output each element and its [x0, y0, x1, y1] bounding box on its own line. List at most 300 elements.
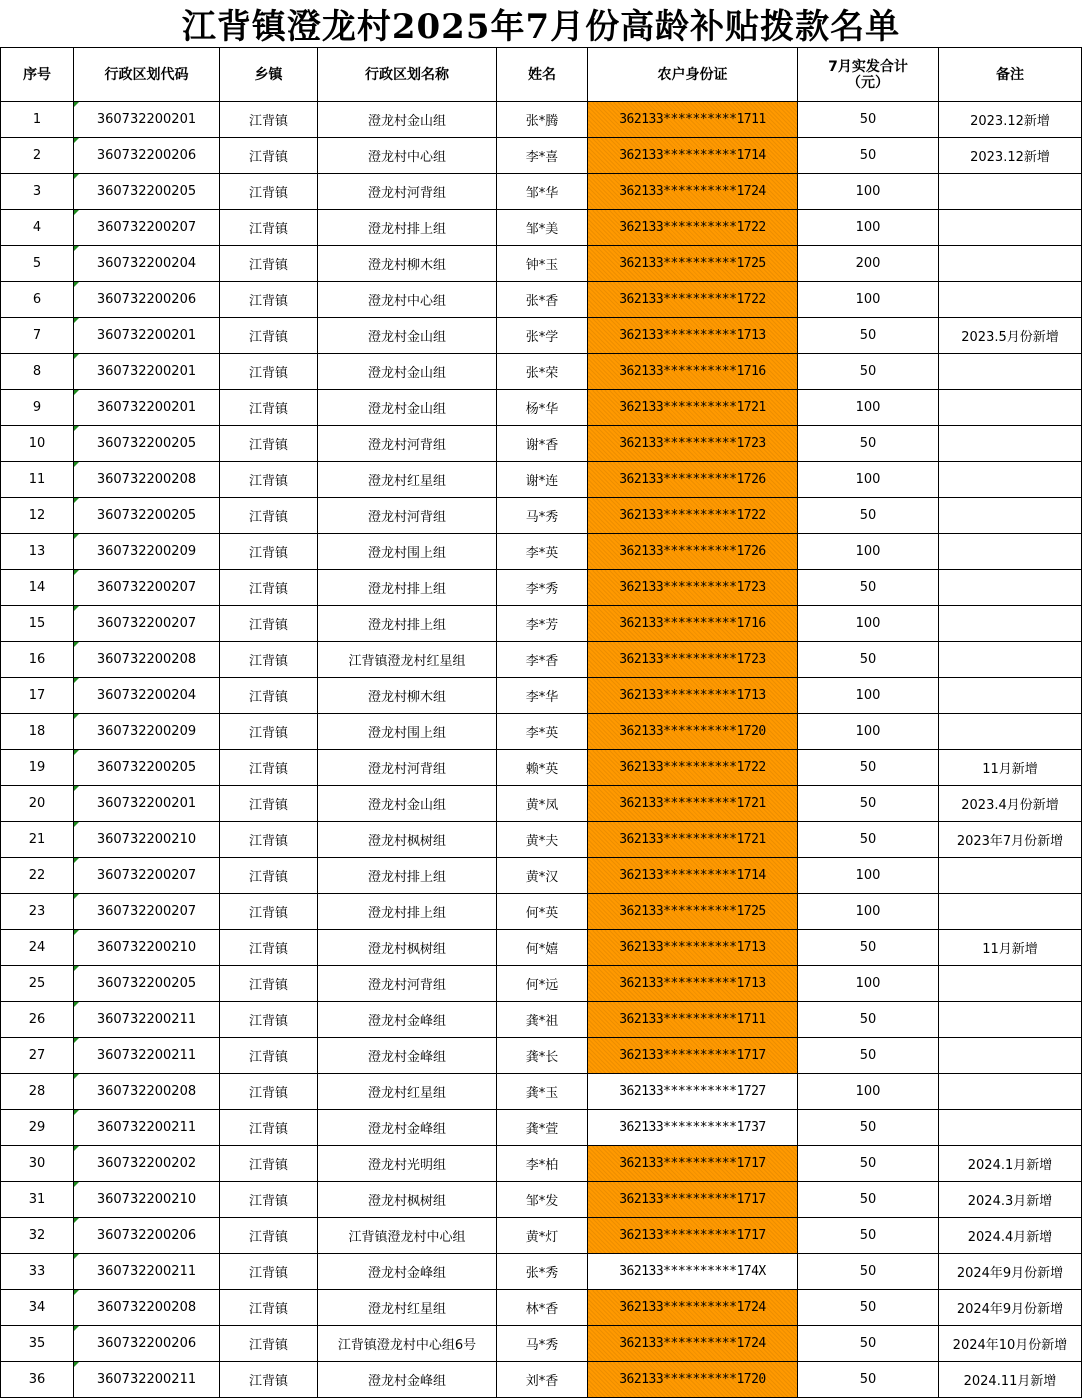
cell-area[interactable]: 澄龙村金山组: [318, 102, 497, 138]
cell-code[interactable]: 360732200207: [74, 858, 220, 894]
cell-town[interactable]: 江背镇: [220, 930, 318, 966]
cell-seq[interactable]: 15: [1, 606, 74, 642]
col-header-amount[interactable]: 7月实发合计 （元）: [798, 48, 939, 102]
cell-id[interactable]: 362133**********1717: [588, 1218, 798, 1254]
cell-seq[interactable]: 30: [1, 1146, 74, 1182]
cell-area[interactable]: 澄龙村红星组: [318, 1074, 497, 1110]
cell-amount[interactable]: 100: [798, 390, 939, 426]
cell-note[interactable]: 11月新增: [939, 750, 1082, 786]
cell-seq[interactable]: 14: [1, 570, 74, 606]
cell-amount[interactable]: 50: [798, 1002, 939, 1038]
cell-town[interactable]: 江背镇: [220, 1218, 318, 1254]
cell-area[interactable]: 澄龙村枫树组: [318, 930, 497, 966]
cell-amount[interactable]: 50: [798, 102, 939, 138]
cell-code[interactable]: 360732200201: [74, 318, 220, 354]
cell-name[interactable]: 何*英: [497, 894, 588, 930]
cell-town[interactable]: 江背镇: [220, 822, 318, 858]
cell-town[interactable]: 江背镇: [220, 354, 318, 390]
cell-area[interactable]: 澄龙村排上组: [318, 606, 497, 642]
cell-amount[interactable]: 50: [798, 1110, 939, 1146]
cell-code[interactable]: 360732200208: [74, 462, 220, 498]
cell-code[interactable]: 360732200205: [74, 174, 220, 210]
cell-code[interactable]: 360732200206: [74, 138, 220, 174]
col-header-note[interactable]: 备注: [939, 48, 1082, 102]
cell-name[interactable]: 钟*玉: [497, 246, 588, 282]
cell-amount[interactable]: 100: [798, 462, 939, 498]
cell-id[interactable]: 362133**********1722: [588, 498, 798, 534]
cell-code[interactable]: 360732200201: [74, 354, 220, 390]
cell-note[interactable]: 2024年9月份新增: [939, 1290, 1082, 1326]
cell-amount[interactable]: 50: [798, 498, 939, 534]
cell-town[interactable]: 江背镇: [220, 786, 318, 822]
cell-note[interactable]: [939, 390, 1082, 426]
cell-code[interactable]: 360732200208: [74, 1074, 220, 1110]
cell-id[interactable]: 362133**********1724: [588, 1290, 798, 1326]
cell-seq[interactable]: 27: [1, 1038, 74, 1074]
cell-id[interactable]: 362133**********1717: [588, 1038, 798, 1074]
cell-code[interactable]: 360732200210: [74, 1182, 220, 1218]
cell-town[interactable]: 江背镇: [220, 894, 318, 930]
cell-amount[interactable]: 100: [798, 1074, 939, 1110]
col-header-name[interactable]: 姓名: [497, 48, 588, 102]
cell-note[interactable]: 2023.4月份新增: [939, 786, 1082, 822]
cell-name[interactable]: 刘*香: [497, 1362, 588, 1398]
cell-town[interactable]: 江背镇: [220, 1326, 318, 1362]
cell-area[interactable]: 澄龙村围上组: [318, 714, 497, 750]
cell-id[interactable]: 362133**********1711: [588, 102, 798, 138]
cell-note[interactable]: [939, 1074, 1082, 1110]
cell-amount[interactable]: 100: [798, 858, 939, 894]
table-row: [1, 822, 1082, 858]
cell-note[interactable]: [939, 210, 1082, 246]
cell-name[interactable]: 张*荣: [497, 354, 588, 390]
cell-code[interactable]: 360732200207: [74, 606, 220, 642]
cell-town[interactable]: 江背镇: [220, 1002, 318, 1038]
cell-id[interactable]: 362133**********1717: [588, 1182, 798, 1218]
cell-town[interactable]: 江背镇: [220, 1182, 318, 1218]
cell-note[interactable]: 2024.4月新增: [939, 1218, 1082, 1254]
cell-town[interactable]: 江背镇: [220, 282, 318, 318]
cell-note[interactable]: [939, 426, 1082, 462]
cell-id[interactable]: 362133**********1723: [588, 570, 798, 606]
cell-note[interactable]: [939, 894, 1082, 930]
cell-id[interactable]: 362133**********1713: [588, 678, 798, 714]
cell-area[interactable]: 澄龙村光明组: [318, 1146, 497, 1182]
cell-amount[interactable]: 50: [798, 1290, 939, 1326]
cell-name[interactable]: 何*远: [497, 966, 588, 1002]
cell-name[interactable]: 谢*香: [497, 426, 588, 462]
cell-code[interactable]: 360732200211: [74, 1038, 220, 1074]
cell-name[interactable]: 赖*英: [497, 750, 588, 786]
cell-amount[interactable]: 50: [798, 1182, 939, 1218]
cell-name[interactable]: 龚*玉: [497, 1074, 588, 1110]
cell-name[interactable]: 黄*灯: [497, 1218, 588, 1254]
cell-code[interactable]: 360732200211: [74, 1110, 220, 1146]
cell-code[interactable]: 360732200208: [74, 1290, 220, 1326]
cell-town[interactable]: 江背镇: [220, 210, 318, 246]
cell-area[interactable]: 澄龙村红星组: [318, 1290, 497, 1326]
cell-amount[interactable]: 50: [798, 930, 939, 966]
cell-seq[interactable]: 8: [1, 354, 74, 390]
cell-note[interactable]: [939, 606, 1082, 642]
cell-town[interactable]: 江背镇: [220, 102, 318, 138]
cell-area[interactable]: 澄龙村金山组: [318, 390, 497, 426]
cell-area[interactable]: 澄龙村枫树组: [318, 1182, 497, 1218]
cell-note[interactable]: [939, 642, 1082, 678]
cell-code[interactable]: 360732200209: [74, 534, 220, 570]
cell-town[interactable]: 江背镇: [220, 606, 318, 642]
col-header-id[interactable]: 农户身份证: [588, 48, 798, 102]
cell-name[interactable]: 邹*发: [497, 1182, 588, 1218]
cell-area[interactable]: 澄龙村河背组: [318, 174, 497, 210]
cell-area[interactable]: 澄龙村河背组: [318, 966, 497, 1002]
cell-id[interactable]: 362133**********1721: [588, 390, 798, 426]
cell-town[interactable]: 江背镇: [220, 534, 318, 570]
cell-amount[interactable]: 100: [798, 534, 939, 570]
cell-town[interactable]: 江背镇: [220, 750, 318, 786]
cell-town[interactable]: 江背镇: [220, 570, 318, 606]
cell-area[interactable]: 澄龙村金峰组: [318, 1038, 497, 1074]
cell-seq[interactable]: 17: [1, 678, 74, 714]
cell-name[interactable]: 马*秀: [497, 498, 588, 534]
cell-note[interactable]: [939, 714, 1082, 750]
cell-name[interactable]: 李*香: [497, 642, 588, 678]
cell-seq[interactable]: 10: [1, 426, 74, 462]
cell-id[interactable]: 362133**********1713: [588, 930, 798, 966]
cell-note[interactable]: [939, 354, 1082, 390]
cell-code[interactable]: 360732200207: [74, 570, 220, 606]
cell-seq[interactable]: 20: [1, 786, 74, 822]
cell-seq[interactable]: 11: [1, 462, 74, 498]
cell-name[interactable]: 张*腾: [497, 102, 588, 138]
cell-name[interactable]: 黄*夫: [497, 822, 588, 858]
cell-amount[interactable]: 50: [798, 822, 939, 858]
cell-id[interactable]: 362133**********174X: [588, 1254, 798, 1290]
cell-note[interactable]: [939, 1038, 1082, 1074]
cell-town[interactable]: 江背镇: [220, 966, 318, 1002]
cell-amount[interactable]: 50: [798, 1038, 939, 1074]
cell-seq[interactable]: 34: [1, 1290, 74, 1326]
cell-note[interactable]: 2024年9月份新增: [939, 1254, 1082, 1290]
cell-id[interactable]: 362133**********1722: [588, 282, 798, 318]
cell-amount[interactable]: 50: [798, 642, 939, 678]
cell-code[interactable]: 360732200211: [74, 1254, 220, 1290]
cell-seq[interactable]: 16: [1, 642, 74, 678]
cell-name[interactable]: 邹*华: [497, 174, 588, 210]
cell-code[interactable]: 360732200201: [74, 102, 220, 138]
cell-area[interactable]: 澄龙村金峰组: [318, 1254, 497, 1290]
cell-amount[interactable]: 50: [798, 426, 939, 462]
cell-amount[interactable]: 100: [798, 282, 939, 318]
cell-town[interactable]: 江背镇: [220, 1074, 318, 1110]
cell-code[interactable]: 360732200206: [74, 1218, 220, 1254]
cell-amount[interactable]: 100: [798, 174, 939, 210]
cell-id[interactable]: 362133**********1722: [588, 210, 798, 246]
cell-town[interactable]: 江背镇: [220, 678, 318, 714]
cell-code[interactable]: 360732200205: [74, 966, 220, 1002]
cell-name[interactable]: 杨*华: [497, 390, 588, 426]
cell-seq[interactable]: 4: [1, 210, 74, 246]
cell-id[interactable]: 362133**********1720: [588, 714, 798, 750]
cell-name[interactable]: 黄*凤: [497, 786, 588, 822]
cell-note[interactable]: 11月新增: [939, 930, 1082, 966]
cell-seq[interactable]: 36: [1, 1362, 74, 1398]
cell-code[interactable]: 360732200209: [74, 714, 220, 750]
cell-seq[interactable]: 12: [1, 498, 74, 534]
cell-id[interactable]: 362133**********1724: [588, 1326, 798, 1362]
table-row: [1, 174, 1082, 210]
cell-town[interactable]: 江背镇: [220, 642, 318, 678]
cell-id[interactable]: 362133**********1713: [588, 966, 798, 1002]
cell-area[interactable]: 澄龙村排上组: [318, 894, 497, 930]
cell-area[interactable]: 澄龙村河背组: [318, 750, 497, 786]
cell-area[interactable]: 澄龙村中心组: [318, 138, 497, 174]
cell-area[interactable]: 澄龙村排上组: [318, 570, 497, 606]
cell-name[interactable]: 马*秀: [497, 1326, 588, 1362]
cell-town[interactable]: 江背镇: [220, 174, 318, 210]
cell-area[interactable]: 澄龙村金峰组: [318, 1110, 497, 1146]
cell-seq[interactable]: 1: [1, 102, 74, 138]
cell-note[interactable]: [939, 246, 1082, 282]
cell-area[interactable]: 澄龙村红星组: [318, 462, 497, 498]
cell-amount[interactable]: 50: [798, 786, 939, 822]
cell-code[interactable]: 360732200205: [74, 426, 220, 462]
cell-town[interactable]: 江背镇: [220, 1254, 318, 1290]
cell-seq[interactable]: 35: [1, 1326, 74, 1362]
cell-name[interactable]: 张*秀: [497, 1254, 588, 1290]
cell-note[interactable]: 2023.12新增: [939, 138, 1082, 174]
cell-seq[interactable]: 24: [1, 930, 74, 966]
cell-code[interactable]: 360732200206: [74, 1326, 220, 1362]
cell-amount[interactable]: 100: [798, 606, 939, 642]
cell-seq[interactable]: 33: [1, 1254, 74, 1290]
cell-id[interactable]: 362133**********1711: [588, 1002, 798, 1038]
cell-area[interactable]: 澄龙村枫树组: [318, 822, 497, 858]
cell-name[interactable]: 李*英: [497, 534, 588, 570]
cell-seq[interactable]: 19: [1, 750, 74, 786]
cell-seq[interactable]: 9: [1, 390, 74, 426]
cell-seq[interactable]: 32: [1, 1218, 74, 1254]
cell-id[interactable]: 362133**********1721: [588, 786, 798, 822]
cell-seq[interactable]: 2: [1, 138, 74, 174]
cell-amount[interactable]: 100: [798, 966, 939, 1002]
cell-area[interactable]: 澄龙村围上组: [318, 534, 497, 570]
cell-area[interactable]: 澄龙村金山组: [318, 786, 497, 822]
cell-area[interactable]: 江背镇澄龙村中心组: [318, 1218, 497, 1254]
cell-note[interactable]: 2024.11月新增: [939, 1362, 1082, 1398]
cell-area[interactable]: 澄龙村河背组: [318, 498, 497, 534]
cell-name[interactable]: 李*柏: [497, 1146, 588, 1182]
cell-town[interactable]: 江背镇: [220, 462, 318, 498]
cell-town[interactable]: 江背镇: [220, 426, 318, 462]
cell-id[interactable]: 362133**********1716: [588, 354, 798, 390]
cell-amount[interactable]: 50: [798, 750, 939, 786]
cell-id[interactable]: 362133**********1726: [588, 534, 798, 570]
cell-name[interactable]: 何*嬉: [497, 930, 588, 966]
cell-amount[interactable]: 100: [798, 210, 939, 246]
cell-note[interactable]: [939, 1002, 1082, 1038]
cell-id[interactable]: 362133**********1723: [588, 426, 798, 462]
cell-area[interactable]: 澄龙村柳木组: [318, 246, 497, 282]
cell-code[interactable]: 360732200205: [74, 498, 220, 534]
cell-name[interactable]: 李*英: [497, 714, 588, 750]
cell-amount[interactable]: 50: [798, 1218, 939, 1254]
cell-seq[interactable]: 22: [1, 858, 74, 894]
cell-town[interactable]: 江背镇: [220, 1038, 318, 1074]
cell-amount[interactable]: 50: [798, 570, 939, 606]
cell-note[interactable]: 2024年10月份新增: [939, 1326, 1082, 1362]
cell-id[interactable]: 362133**********1714: [588, 138, 798, 174]
cell-name[interactable]: 李*华: [497, 678, 588, 714]
cell-note[interactable]: [939, 570, 1082, 606]
cell-amount[interactable]: 100: [798, 678, 939, 714]
cell-area[interactable]: 澄龙村柳木组: [318, 678, 497, 714]
cell-name[interactable]: 林*香: [497, 1290, 588, 1326]
cell-name[interactable]: 李*秀: [497, 570, 588, 606]
cell-seq[interactable]: 28: [1, 1074, 74, 1110]
cell-id[interactable]: 362133**********1725: [588, 246, 798, 282]
cell-code[interactable]: 360732200211: [74, 1362, 220, 1398]
cell-amount[interactable]: 50: [798, 1326, 939, 1362]
cell-note[interactable]: [939, 534, 1082, 570]
cell-seq[interactable]: 5: [1, 246, 74, 282]
cell-name[interactable]: 龚*长: [497, 1038, 588, 1074]
cell-town[interactable]: 江背镇: [220, 858, 318, 894]
cell-seq[interactable]: 23: [1, 894, 74, 930]
cell-id[interactable]: 362133**********1723: [588, 642, 798, 678]
cell-amount[interactable]: 100: [798, 714, 939, 750]
cell-code[interactable]: 360732200204: [74, 678, 220, 714]
cell-note[interactable]: 2023年7月份新增: [939, 822, 1082, 858]
cell-note[interactable]: [939, 498, 1082, 534]
cell-area[interactable]: 澄龙村排上组: [318, 210, 497, 246]
cell-name[interactable]: 龚*祖: [497, 1002, 588, 1038]
cell-note[interactable]: 2024.3月新增: [939, 1182, 1082, 1218]
cell-note[interactable]: [939, 678, 1082, 714]
cell-area[interactable]: 澄龙村金山组: [318, 354, 497, 390]
cell-area[interactable]: 江背镇澄龙村红星组: [318, 642, 497, 678]
cell-note[interactable]: [939, 174, 1082, 210]
cell-area[interactable]: 澄龙村河背组: [318, 426, 497, 462]
cell-name[interactable]: 黄*汉: [497, 858, 588, 894]
cell-id[interactable]: 362133**********1722: [588, 750, 798, 786]
col-header-code[interactable]: 行政区划代码: [74, 48, 220, 102]
cell-area[interactable]: 澄龙村金山组: [318, 318, 497, 354]
cell-town[interactable]: 江背镇: [220, 714, 318, 750]
cell-code[interactable]: 360732200201: [74, 390, 220, 426]
cell-id[interactable]: 362133**********1727: [588, 1074, 798, 1110]
cell-note[interactable]: 2023.12新增: [939, 102, 1082, 138]
cell-town[interactable]: 江背镇: [220, 390, 318, 426]
cell-name[interactable]: 张*学: [497, 318, 588, 354]
cell-code[interactable]: 360732200211: [74, 1002, 220, 1038]
cell-id[interactable]: 362133**********1714: [588, 858, 798, 894]
cell-name[interactable]: 谢*连: [497, 462, 588, 498]
cell-town[interactable]: 江背镇: [220, 246, 318, 282]
cell-seq[interactable]: 13: [1, 534, 74, 570]
cell-code[interactable]: 360732200204: [74, 246, 220, 282]
cell-code[interactable]: 360732200208: [74, 642, 220, 678]
table-row: [1, 462, 1082, 498]
cell-id[interactable]: 362133**********1726: [588, 462, 798, 498]
cell-note[interactable]: [939, 462, 1082, 498]
cell-note[interactable]: 2023.5月份新增: [939, 318, 1082, 354]
cell-seq[interactable]: 7: [1, 318, 74, 354]
cell-seq[interactable]: 18: [1, 714, 74, 750]
cell-amount[interactable]: 50: [798, 1254, 939, 1290]
cell-name[interactable]: 龚*萱: [497, 1110, 588, 1146]
cell-seq[interactable]: 31: [1, 1182, 74, 1218]
cell-area[interactable]: 澄龙村中心组: [318, 282, 497, 318]
col-header-area[interactable]: 行政区划名称: [318, 48, 497, 102]
cell-amount[interactable]: 50: [798, 318, 939, 354]
cell-seq[interactable]: 21: [1, 822, 74, 858]
cell-id[interactable]: 362133**********1716: [588, 606, 798, 642]
cell-seq[interactable]: 26: [1, 1002, 74, 1038]
col-header-town[interactable]: 乡镇: [220, 48, 318, 102]
cell-id[interactable]: 362133**********1721: [588, 822, 798, 858]
cell-id[interactable]: 362133**********1724: [588, 174, 798, 210]
cell-amount[interactable]: 50: [798, 1146, 939, 1182]
cell-area[interactable]: 澄龙村金峰组: [318, 1362, 497, 1398]
cell-code[interactable]: 360732200202: [74, 1146, 220, 1182]
cell-note[interactable]: [939, 966, 1082, 1002]
cell-code[interactable]: 360732200201: [74, 786, 220, 822]
cell-note[interactable]: [939, 282, 1082, 318]
cell-note[interactable]: 2024.1月新增: [939, 1146, 1082, 1182]
cell-id[interactable]: 362133**********1717: [588, 1146, 798, 1182]
cell-name[interactable]: 张*香: [497, 282, 588, 318]
cell-name[interactable]: 邹*美: [497, 210, 588, 246]
cell-amount[interactable]: 100: [798, 894, 939, 930]
cell-area[interactable]: 澄龙村金峰组: [318, 1002, 497, 1038]
cell-code[interactable]: 360732200210: [74, 822, 220, 858]
cell-name[interactable]: 李*喜: [497, 138, 588, 174]
cell-seq[interactable]: 3: [1, 174, 74, 210]
cell-code[interactable]: 360732200207: [74, 894, 220, 930]
cell-town[interactable]: 江背镇: [220, 1110, 318, 1146]
cell-note[interactable]: [939, 858, 1082, 894]
cell-town[interactable]: 江背镇: [220, 1146, 318, 1182]
cell-code[interactable]: 360732200207: [74, 210, 220, 246]
cell-code[interactable]: 360732200206: [74, 282, 220, 318]
cell-amount[interactable]: 50: [798, 138, 939, 174]
cell-seq[interactable]: 25: [1, 966, 74, 1002]
cell-area[interactable]: 澄龙村排上组: [318, 858, 497, 894]
cell-seq[interactable]: 6: [1, 282, 74, 318]
cell-seq[interactable]: 29: [1, 1110, 74, 1146]
cell-id[interactable]: 362133**********1737: [588, 1110, 798, 1146]
cell-id[interactable]: 362133**********1713: [588, 318, 798, 354]
cell-code[interactable]: 360732200210: [74, 930, 220, 966]
cell-town[interactable]: 江背镇: [220, 318, 318, 354]
cell-town[interactable]: 江背镇: [220, 1290, 318, 1326]
cell-id[interactable]: 362133**********1725: [588, 894, 798, 930]
cell-amount[interactable]: 200: [798, 246, 939, 282]
cell-amount[interactable]: 50: [798, 354, 939, 390]
cell-town[interactable]: 江背镇: [220, 138, 318, 174]
cell-id[interactable]: 362133**********1720: [588, 1362, 798, 1398]
cell-note[interactable]: [939, 1110, 1082, 1146]
cell-town[interactable]: 江背镇: [220, 1362, 318, 1398]
cell-area[interactable]: 江背镇澄龙村中心组6号: [318, 1326, 497, 1362]
cell-code[interactable]: 360732200205: [74, 750, 220, 786]
col-header-seq[interactable]: 序号: [1, 48, 74, 102]
cell-name[interactable]: 李*芳: [497, 606, 588, 642]
cell-amount[interactable]: 50: [798, 1362, 939, 1398]
table-row: [1, 930, 1082, 966]
cell-town[interactable]: 江背镇: [220, 498, 318, 534]
